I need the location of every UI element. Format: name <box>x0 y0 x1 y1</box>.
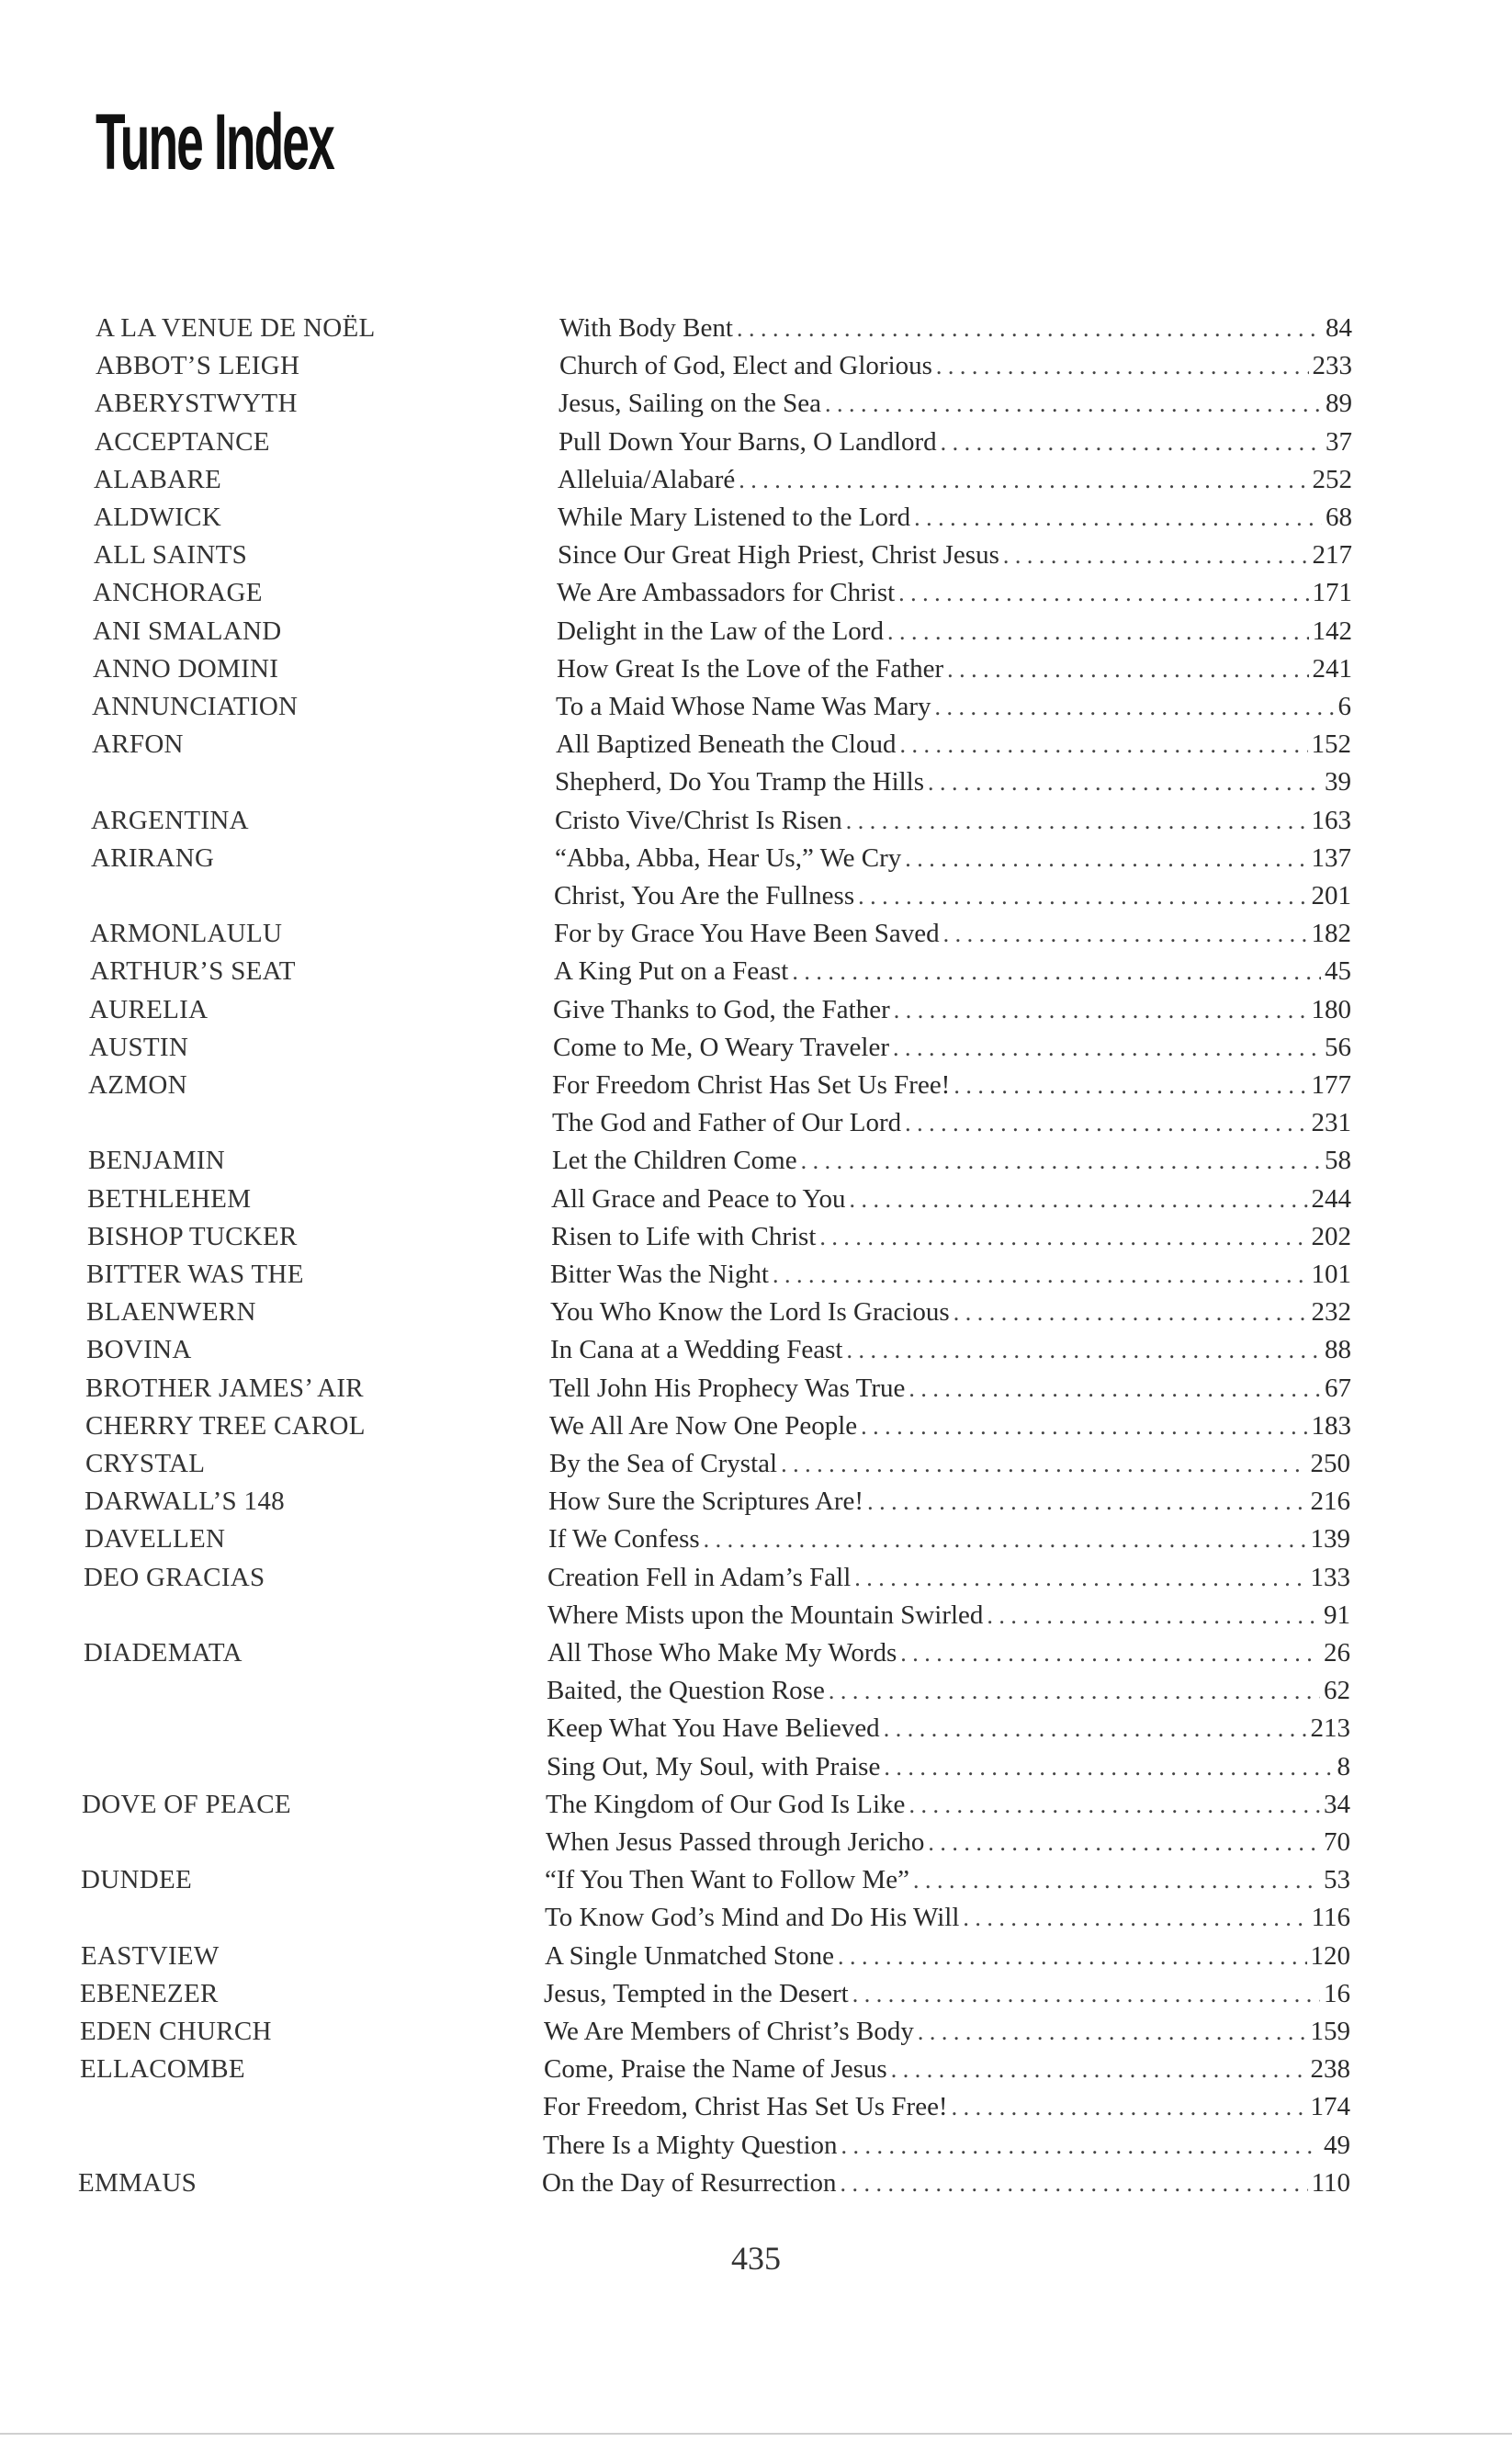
hymn-title: Creation Fell in Adam’s Fall <box>547 1563 852 1592</box>
hymn-title: On the Day of Resurrection <box>542 2168 837 2198</box>
hymn-entry <box>551 1217 1351 1257</box>
tune-name: EBENEZER <box>80 1979 219 2008</box>
leader-dots <box>825 385 1322 424</box>
hymn-entry <box>559 423 1352 462</box>
tune-name: AURELIA <box>89 995 209 1024</box>
leader-dots <box>908 1786 1320 1825</box>
leader-dots <box>841 2165 1308 2203</box>
index-row <box>0 1634 1512 1672</box>
leader-dots <box>894 991 1308 1030</box>
hymn-number: 34 <box>1324 1790 1350 1819</box>
leader-dots <box>935 688 1335 727</box>
hymn-entry <box>554 876 1351 916</box>
tune-name: ACCEPTANCE <box>95 427 270 457</box>
leader-dots <box>792 953 1321 991</box>
hymn-entry <box>547 1747 1350 1787</box>
tune-name: BITTER WAS THE <box>86 1260 304 1289</box>
hymn-title: We Are Ambassadors for Christ <box>557 578 896 607</box>
hymn-entry <box>551 1180 1351 1219</box>
tune-name: ANNUNCIATION <box>92 692 299 721</box>
hymn-entry <box>544 2050 1350 2089</box>
hymn-number: 62 <box>1324 1676 1350 1705</box>
hymn-number: 56 <box>1325 1033 1351 1062</box>
leader-dots <box>704 1521 1307 1559</box>
leader-dots <box>841 2127 1320 2165</box>
hymn-title: To Know God’s Mind and Do His Will <box>545 1903 960 1932</box>
leader-dots <box>739 461 1308 500</box>
leader-dots <box>858 877 1307 916</box>
hymn-title: How Great Is the Love of the Father <box>557 654 944 684</box>
hymn-number: 217 <box>1312 540 1352 570</box>
hymn-entry <box>552 1103 1351 1143</box>
leader-dots <box>838 1938 1307 1976</box>
hymn-number: 8 <box>1337 1752 1350 1781</box>
tune-name: BOVINA <box>86 1335 192 1364</box>
hymn-title: Bitter Was the Night <box>550 1260 769 1289</box>
hymn-entry <box>559 384 1352 424</box>
index-row <box>0 1255 1512 1294</box>
hymn-title: There Is a Mighty Question <box>543 2131 838 2160</box>
tune-name: ABERYSTWYTH <box>95 389 298 418</box>
hymn-title: “If You Then Want to Follow Me” <box>545 1865 909 1894</box>
hymn-number: 89 <box>1326 389 1352 418</box>
hymn-number: 180 <box>1311 995 1351 1024</box>
hymn-title: While Mary Listened to the Lord <box>558 503 911 532</box>
hymn-number: 101 <box>1311 1260 1351 1289</box>
leader-dots <box>936 347 1309 386</box>
index-row <box>0 876 1512 915</box>
leader-dots <box>947 650 1308 689</box>
hymn-entry <box>548 1520 1350 1559</box>
hymn-entry <box>546 1823 1350 1862</box>
index-row <box>0 914 1512 953</box>
index-row <box>0 1671 1512 1710</box>
tune-name: ARTHUR’S SEAT <box>90 956 296 986</box>
hymn-entry <box>546 1785 1350 1825</box>
hymn-entry <box>555 763 1351 802</box>
index-row <box>0 990 1512 1029</box>
hymn-title: For Freedom Christ Has Set Us Free! <box>552 1070 951 1100</box>
index-row <box>0 650 1512 688</box>
tune-name: ARFON <box>92 729 184 759</box>
index-row <box>0 498 1512 537</box>
index-row <box>0 1180 1512 1218</box>
index-row <box>0 460 1512 499</box>
hymn-title: Shepherd, Do You Tramp the Hills <box>555 767 925 797</box>
hymn-entry <box>547 1558 1350 1598</box>
index-row <box>0 536 1512 574</box>
hymn-number: 91 <box>1324 1600 1350 1630</box>
hymn-title: With Body Bent <box>559 313 733 343</box>
hymn-title: Come, Praise the Name of Jesus <box>544 2054 887 2084</box>
index-row <box>0 1823 1512 1861</box>
hymn-number: 152 <box>1311 729 1351 759</box>
tune-name: ALABARE <box>94 465 222 494</box>
hymn-number: 6 <box>1337 692 1351 721</box>
hymn-number: 233 <box>1312 351 1352 380</box>
hymn-number: 252 <box>1312 465 1352 494</box>
hymn-title: Church of God, Elect and Glorious <box>559 351 932 380</box>
hymn-entry <box>547 1709 1350 1748</box>
hymn-title: Baited, the Question Rose <box>547 1676 825 1705</box>
hymn-entry <box>552 1141 1351 1181</box>
hymn-title: If We Confess <box>548 1524 700 1554</box>
index-row <box>0 2087 1512 2126</box>
hymn-title: In Cana at a Wedding Feast <box>550 1335 843 1364</box>
hymn-title: Where Mists upon the Mountain Swirled <box>547 1600 984 1630</box>
leader-dots <box>891 2051 1307 2089</box>
hymn-title: Alleluia/Alabaré <box>558 465 736 494</box>
hymn-title: Delight in the Law of the Lord <box>557 616 884 646</box>
index-row <box>0 1369 1512 1408</box>
hymn-title: A Single Unmatched Stone <box>545 1941 834 1971</box>
index-row <box>0 309 1512 347</box>
leader-dots <box>846 1331 1321 1370</box>
leader-dots <box>1003 537 1309 575</box>
leader-dots <box>884 1710 1307 1748</box>
index-row <box>0 2050 1512 2088</box>
tune-name: CRYSTAL <box>85 1449 206 1478</box>
hymn-number: 174 <box>1310 2092 1350 2121</box>
tune-name: ARIRANG <box>91 843 215 873</box>
hymn-number: 16 <box>1324 1979 1350 2008</box>
hymn-number: 37 <box>1326 427 1352 457</box>
index-row <box>0 1974 1512 2013</box>
leader-dots <box>905 840 1307 878</box>
hymn-title: You Who Know the Lord Is Gracious <box>550 1297 950 1327</box>
hymn-entry <box>550 1293 1351 1332</box>
hymn-title: All Grace and Peace to You <box>551 1184 846 1214</box>
hymn-number: 183 <box>1311 1411 1351 1441</box>
hymn-entry <box>550 1255 1351 1294</box>
leader-dots <box>854 1559 1306 1598</box>
hymn-number: 142 <box>1312 616 1352 646</box>
hymn-entry <box>557 612 1352 651</box>
hymn-number: 49 <box>1324 2131 1350 2160</box>
tune-name: ANCHORAGE <box>93 578 263 607</box>
index-row <box>0 1785 1512 1824</box>
hymn-entry <box>547 1671 1350 1711</box>
leader-dots <box>913 1861 1320 1900</box>
tune-name: ANNO DOMINI <box>93 654 279 684</box>
tune-name: BISHOP TUCKER <box>87 1222 298 1251</box>
tune-name: ARMONLAULU <box>90 919 283 948</box>
hymn-title: The Kingdom of Our God Is Like <box>546 1790 906 1819</box>
hymn-entry <box>549 1444 1350 1484</box>
hymn-title: Jesus, Tempted in the Desert <box>544 1979 849 2008</box>
hymn-title: Since Our Great High Priest, Christ Jesus <box>558 540 999 570</box>
hymn-title: For Freedom, Christ Has Set Us Free! <box>543 2092 948 2121</box>
leader-dots <box>867 1483 1306 1521</box>
hymn-title: Give Thanks to God, the Father <box>553 995 890 1024</box>
index-row <box>0 1141 1512 1180</box>
tune-name: ELLACOMBE <box>80 2054 245 2084</box>
hymn-entry <box>548 1482 1350 1521</box>
index-row <box>0 573 1512 612</box>
leader-dots <box>898 574 1308 613</box>
leader-dots <box>914 499 1322 537</box>
bottom-rule <box>0 2433 1512 2435</box>
hymn-title: All Those Who Make My Words <box>547 1638 897 1668</box>
tune-name: ARGENTINA <box>91 806 249 835</box>
index-row <box>0 1444 1512 1483</box>
leader-dots <box>953 1294 1308 1332</box>
leader-dots <box>884 1748 1333 1787</box>
leader-dots <box>852 1975 1320 2014</box>
index-row <box>0 1330 1512 1369</box>
page-title: Tune Index <box>96 98 333 187</box>
hymn-number: 177 <box>1311 1070 1351 1100</box>
index-row <box>0 725 1512 763</box>
hymn-title: The God and Father of Our Lord <box>552 1108 902 1137</box>
hymn-number: 68 <box>1326 503 1352 532</box>
hymn-title: How Sure the Scriptures Are! <box>548 1487 864 1516</box>
leader-dots <box>963 1899 1307 1938</box>
hymn-entry <box>554 914 1351 954</box>
leader-dots <box>928 1824 1320 1862</box>
hymn-entry <box>553 990 1351 1030</box>
index-row <box>0 1937 1512 1975</box>
hymn-number: 88 <box>1325 1335 1351 1364</box>
index-row <box>0 1558 1512 1597</box>
index-row <box>0 1520 1512 1558</box>
tune-name: ALL SAINTS <box>94 540 248 570</box>
hymn-title: Tell John His Prophecy Was True <box>549 1374 906 1403</box>
tune-name: AUSTIN <box>89 1033 189 1062</box>
hymn-entry <box>544 1974 1350 2014</box>
tune-name: DARWALL’S 148 <box>85 1487 285 1516</box>
hymn-entry <box>557 573 1352 613</box>
leader-dots <box>943 915 1308 954</box>
leader-dots <box>953 1067 1307 1105</box>
hymn-entry <box>545 1898 1350 1938</box>
hymn-title: Let the Children Come <box>552 1146 797 1175</box>
index-row <box>0 839 1512 877</box>
tune-name: EASTVIEW <box>81 1941 220 1971</box>
hymn-title: Sing Out, My Soul, with Praise <box>547 1752 881 1781</box>
hymn-number: 213 <box>1310 1713 1350 1743</box>
tune-name: DAVELLEN <box>85 1524 226 1554</box>
index-row <box>0 2164 1512 2202</box>
leader-dots <box>846 802 1308 841</box>
index-row <box>0 2012 1512 2051</box>
hymn-entry <box>553 1028 1351 1068</box>
hymn-entry <box>554 952 1351 991</box>
hymn-entry <box>556 725 1351 764</box>
hymn-title: For by Grace You Have Been Saved <box>554 919 940 948</box>
hymn-number: 241 <box>1312 654 1352 684</box>
hymn-entry <box>542 2164 1350 2203</box>
hymn-number: 163 <box>1311 806 1351 835</box>
hymn-entry <box>545 1860 1350 1900</box>
hymn-number: 133 <box>1310 1563 1350 1592</box>
hymn-entry <box>552 1066 1351 1105</box>
hymn-number: 26 <box>1324 1638 1350 1668</box>
hymn-title: When Jesus Passed through Jericho <box>546 1827 925 1857</box>
index-row <box>0 1709 1512 1747</box>
leader-dots <box>900 1634 1320 1673</box>
hymn-number: 116 <box>1311 1903 1350 1932</box>
hymn-number: 70 <box>1324 1827 1350 1857</box>
hymn-entry <box>556 687 1351 727</box>
index-row <box>0 801 1512 840</box>
tune-name: BETHLEHEM <box>87 1184 252 1214</box>
hymn-entry <box>555 839 1351 878</box>
hymn-title: By the Sea of Crystal <box>549 1449 778 1478</box>
leader-dots <box>941 424 1322 462</box>
tune-name: DUNDEE <box>81 1865 193 1894</box>
tune-name: ABBOT’S LEIGH <box>96 351 300 380</box>
index-row <box>0 1596 1512 1634</box>
hymn-entry <box>558 536 1352 575</box>
hymn-title: To a Maid Whose Name Was Mary <box>556 692 931 721</box>
hymn-number: 171 <box>1312 578 1352 607</box>
hymn-number: 216 <box>1310 1487 1350 1516</box>
leader-dots <box>905 1104 1307 1143</box>
leader-dots <box>773 1256 1308 1294</box>
hymn-number: 58 <box>1325 1146 1351 1175</box>
hymn-number: 182 <box>1311 919 1351 948</box>
tune-name: EMMAUS <box>78 2168 197 2198</box>
hymn-title: Jesus, Sailing on the Sea <box>559 389 821 418</box>
hymn-number: 202 <box>1311 1222 1351 1251</box>
hymn-title: Pull Down Your Barns, O Landlord <box>559 427 937 457</box>
leader-dots <box>952 2088 1307 2127</box>
hymn-title: All Baptized Beneath the Cloud <box>556 729 897 759</box>
index-row <box>0 952 1512 990</box>
hymn-number: 238 <box>1310 2054 1350 2084</box>
hymn-entry <box>543 2126 1350 2165</box>
hymn-entry <box>547 1634 1350 1673</box>
hymn-number: 120 <box>1310 1941 1350 1971</box>
tune-name: CHERRY TREE CAROL <box>85 1411 366 1441</box>
hymn-entry <box>555 801 1351 841</box>
hymn-title: A King Put on a Feast <box>554 956 789 986</box>
leader-dots <box>781 1445 1306 1484</box>
hymn-number: 53 <box>1324 1865 1350 1894</box>
hymn-entry <box>544 2012 1350 2052</box>
index-row <box>0 1407 1512 1445</box>
leader-dots <box>928 763 1321 802</box>
hymn-entry <box>547 1596 1350 1635</box>
hymn-number: 67 <box>1325 1374 1351 1403</box>
hymn-number: 159 <box>1310 2017 1350 2046</box>
index-row <box>0 1066 1512 1104</box>
leader-dots <box>908 1370 1321 1408</box>
tune-name: EDEN CHURCH <box>80 2017 272 2046</box>
index-row <box>0 346 1512 385</box>
leader-dots <box>850 1181 1308 1219</box>
index-row <box>0 763 1512 801</box>
hymn-title: “Abba, Abba, Hear Us,” We Cry <box>555 843 902 873</box>
leader-dots <box>893 1029 1321 1068</box>
leader-dots <box>887 613 1309 651</box>
tune-name: BLAENWERN <box>86 1297 256 1327</box>
hymn-number: 84 <box>1326 313 1352 343</box>
tune-name: DEO GRACIAS <box>84 1563 265 1592</box>
hymn-number: 232 <box>1311 1297 1351 1327</box>
hymn-entry <box>557 650 1352 689</box>
hymn-title: We All Are Now One People <box>549 1411 858 1441</box>
leader-dots <box>899 726 1307 764</box>
index-row <box>0 1217 1512 1256</box>
tune-name: BENJAMIN <box>88 1146 226 1175</box>
tune-name: ANI SMALAND <box>93 616 282 646</box>
hymn-entry <box>543 2087 1350 2127</box>
hymn-entry <box>559 309 1352 348</box>
leader-dots <box>829 1672 1320 1711</box>
index-row <box>0 1028 1512 1067</box>
hymn-title: Cristo Vive/Christ Is Risen <box>555 806 842 835</box>
leader-dots <box>987 1597 1320 1635</box>
index-row <box>0 1898 1512 1937</box>
hymn-number: 45 <box>1325 956 1351 986</box>
hymn-entry <box>549 1407 1351 1446</box>
index-row <box>0 687 1512 726</box>
hymn-title: Keep What You Have Believed <box>547 1713 880 1743</box>
index-row <box>0 1103 1512 1142</box>
hymn-title: Come to Me, O Weary Traveler <box>553 1033 890 1062</box>
hymn-number: 244 <box>1311 1184 1351 1214</box>
hymn-entry <box>558 460 1352 500</box>
hymn-number: 231 <box>1311 1108 1351 1137</box>
hymn-entry <box>550 1330 1351 1370</box>
tune-name: ALDWICK <box>94 503 222 532</box>
hymn-number: 137 <box>1311 843 1351 873</box>
hymn-entry <box>559 346 1352 386</box>
hymn-entry <box>545 1937 1350 1976</box>
index-row <box>0 1747 1512 1786</box>
tune-name: A LA VENUE DE NOËL <box>96 313 376 343</box>
hymn-title: Risen to Life with Christ <box>551 1222 817 1251</box>
leader-dots <box>918 2013 1307 2052</box>
leader-dots <box>861 1408 1307 1446</box>
leader-dots <box>737 310 1322 348</box>
hymn-title: Christ, You Are the Fullness <box>554 881 855 910</box>
tune-name: DOVE OF PEACE <box>82 1790 291 1819</box>
index-row <box>0 423 1512 461</box>
hymn-title: We Are Members of Christ’s Body <box>544 2017 914 2046</box>
hymn-number: 139 <box>1310 1524 1350 1554</box>
index-row <box>0 1482 1512 1521</box>
page-number: 435 <box>731 2240 781 2277</box>
tune-name: BROTHER JAMES’ AIR <box>85 1374 364 1403</box>
leader-dots <box>819 1218 1307 1257</box>
hymn-number: 201 <box>1311 881 1351 910</box>
index-row <box>0 1860 1512 1899</box>
hymn-entry <box>558 498 1352 537</box>
leader-dots <box>801 1142 1321 1181</box>
hymn-number: 110 <box>1311 2168 1350 2198</box>
index-row <box>0 384 1512 423</box>
tune-name: DIADEMATA <box>84 1638 243 1668</box>
index-row <box>0 2126 1512 2165</box>
index-row <box>0 612 1512 650</box>
hymn-entry <box>549 1369 1351 1408</box>
tune-name: AZMON <box>88 1070 187 1100</box>
hymn-number: 250 <box>1310 1449 1350 1478</box>
index-row <box>0 1293 1512 1331</box>
hymn-number: 39 <box>1325 767 1351 797</box>
